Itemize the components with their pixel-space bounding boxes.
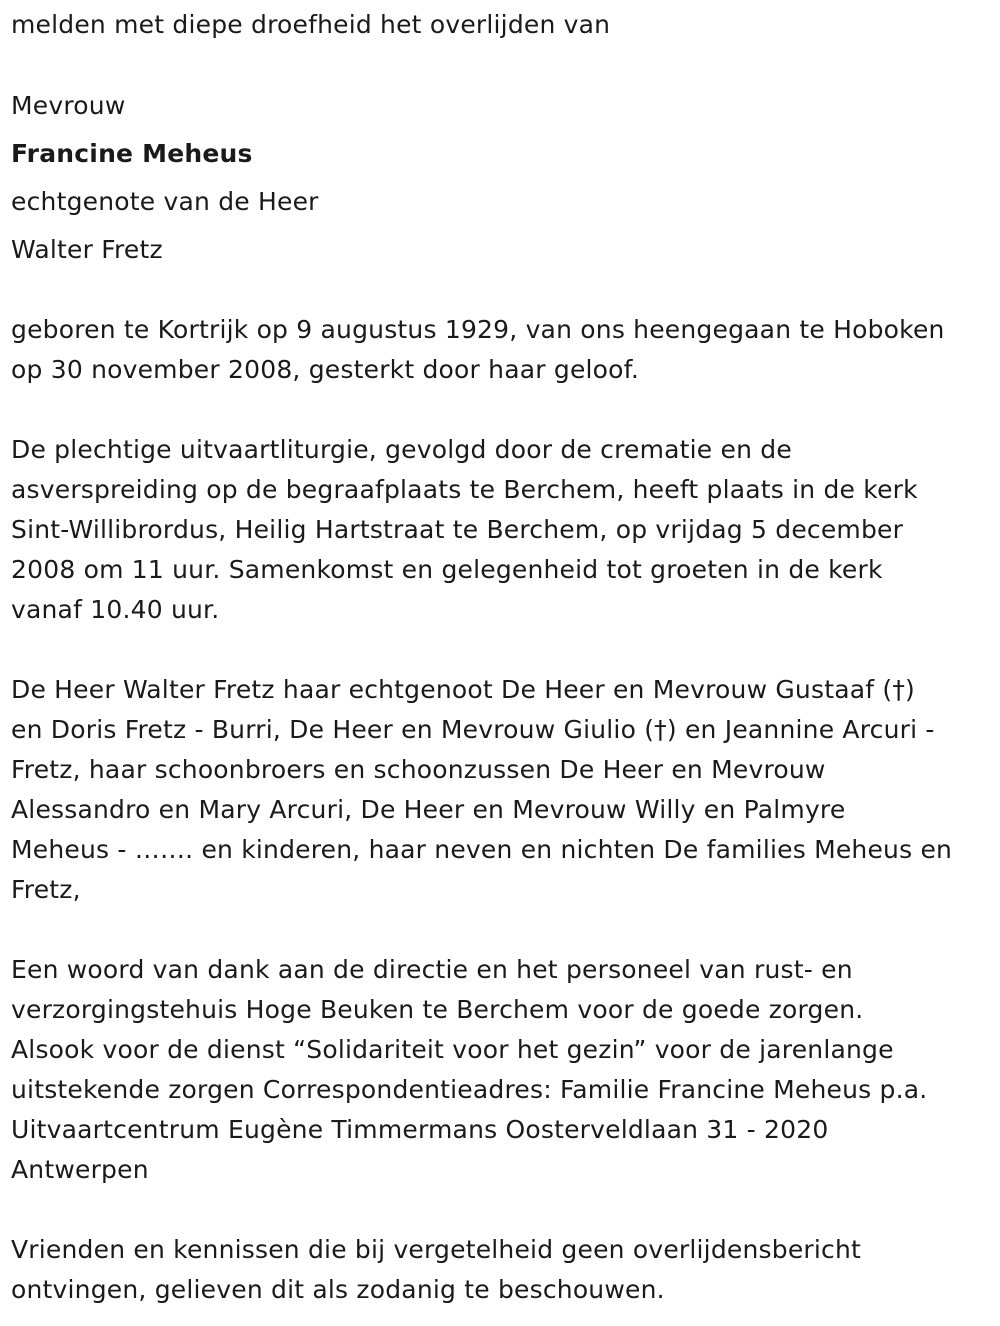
thanks-line: uitstekende zorgen Correspondentieadres: Familie Francine Meheus p.a.: [11, 1075, 928, 1104]
family-line: Meheus - ……. en kinderen, haar neven en nichten De families Meheus en: [11, 835, 953, 864]
closing-line: ontvingen, gelieven dit als zodanig te beschouwen.: [11, 1275, 665, 1304]
ceremony-line: asverspreiding op de begraafplaats te Berchem, heeft plaats in de kerk: [11, 475, 918, 504]
birth-death-line: geboren te Kortrijk op 9 augustus 1929, van ons heengegaan te Hoboken: [11, 315, 945, 344]
relation-text: echtgenote van de Heer: [11, 187, 319, 216]
spouse-name: Walter Fretz: [11, 235, 163, 264]
thanks-line: Een woord van dank aan de directie en het personeel van rust- en: [11, 955, 853, 984]
family-line: en Doris Fretz - Burri, De Heer en Mevrouw Giulio (†) en Jeannine Arcuri -: [11, 715, 935, 744]
family-line: Fretz, haar schoonbroers en schoonzussen De Heer en Mevrouw: [11, 755, 826, 784]
intro-text: melden met diepe droefheid het overlijden van: [11, 10, 611, 39]
birth-death-line: op 30 november 2008, gesterkt door haar geloof.: [11, 355, 640, 384]
ceremony-line: vanaf 10.40 uur.: [11, 595, 220, 624]
thanks-line: verzorgingstehuis Hoge Beuken te Berchem voor de goede zorgen.: [11, 995, 864, 1024]
ceremony-line: Sint-Willibrordus, Heilig Hartstraat te Berchem, op vrijdag 5 december: [11, 515, 904, 544]
closing-line: Vrienden en kennissen die bij vergetelheid geen overlijdensbericht: [11, 1235, 862, 1264]
ceremony-line: 2008 om 11 uur. Samenkomst en gelegenheid tot groeten in de kerk: [11, 555, 883, 584]
family-line: De Heer Walter Fretz haar echtgenoot De Heer en Mevrouw Gustaaf (†): [11, 675, 916, 704]
ceremony-line: De plechtige uitvaartliturgie, gevolgd door de crematie en de: [11, 435, 792, 464]
family-line: Alessandro en Mary Arcuri, De Heer en Mevrouw Willy en Palmyre: [11, 795, 846, 824]
deceased-name: Francine Meheus: [11, 139, 253, 168]
family-line: Fretz,: [11, 875, 81, 904]
title-text: Mevrouw: [11, 91, 126, 120]
thanks-line: Uitvaartcentrum Eugène Timmermans Oosterveldlaan 31 - 2020: [11, 1115, 829, 1144]
thanks-line: Alsook voor de dienst “Solidariteit voor het gezin” voor de jarenlange: [11, 1035, 894, 1064]
thanks-line: Antwerpen: [11, 1155, 149, 1184]
